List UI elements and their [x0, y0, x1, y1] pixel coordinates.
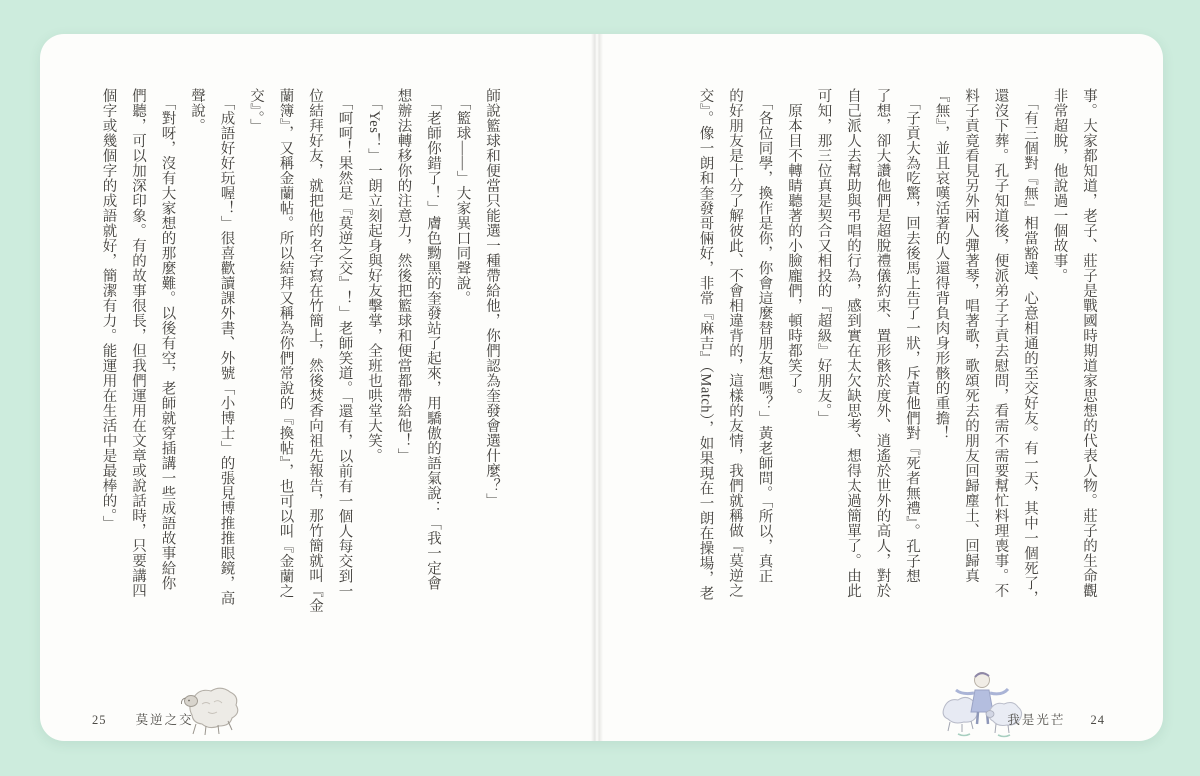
- page-number-left: 25: [92, 713, 107, 727]
- text-column: 「各位同學，換作是你，你會這麼替朋友想嗎？」黃老師問。「所以，真正: [756, 88, 773, 584]
- text-column: 了想，卻大讚他們是超脫禮儀約束、置形骸於度外、逍遙於世外的高人，對於: [874, 88, 891, 598]
- left-page-text: [92, 88, 506, 640]
- text-column: 聲說。: [189, 88, 205, 133]
- right-page-text: [689, 88, 1103, 640]
- text-column: 位結拜好友，就把他的名字寫在竹簡上，然後焚香向祖先報告，那竹簡就叫『金: [307, 88, 323, 613]
- text-column: 「籃球——」大家異口同聲說。: [454, 88, 471, 306]
- text-column: 「老師你錯了！」膚色黝黑的奎發站了起來，用驕傲的語氣說：「我一定會: [425, 88, 441, 591]
- text-column: 事。大家都知道，老子、莊子是戰國時期道家思想的代表人物。莊子的生命觀: [1081, 88, 1097, 598]
- text-column: 「子貢大為吃驚，回去後馬上告了一狀，斥責他們對『死者無禮』。孔子想: [904, 88, 920, 584]
- text-column: 可知，那三位真是契合又相投的『超級』好朋友。」: [815, 88, 832, 426]
- text-column: 「有三個對『無』相當豁達、心意相通的至交好友。有一天，其中一個死了，: [1022, 88, 1038, 606]
- text-column: 自己派人去幫助與弔唱的行為，感到實在太欠缺思考、想得太過簡單了。由此: [845, 88, 861, 598]
- text-column: 『無』，並且哀嘆活著的人還得背負肉身形骸的重擔！: [933, 88, 950, 441]
- text-column: 原本目不轉睛聽著的小臉龐們，頓時都笑了。: [786, 88, 802, 403]
- text-column: 交』。」: [248, 88, 264, 134]
- book-title: 我是光芒: [1007, 713, 1066, 727]
- text-column: 料子貢竟看見另外兩人彈著琴，唱著歌，歌頌死去的朋友回歸塵土、回歸真: [963, 88, 979, 583]
- text-column: 想辦法轉移你的注意力，然後把籃球和便當都帶給他！」: [395, 88, 412, 463]
- text-column: 交』。像一朗和奎發哥倆好，非常『麻吉』（Match），如果現在一朗在操場，老: [697, 88, 714, 601]
- text-column: 「Yes！」一朗立刻起身與好友擊掌，全班也哄堂大笑。: [366, 88, 382, 464]
- book-spread: [40, 34, 1163, 741]
- text-column: 「成語好好玩喔！」很喜歡讀課外書、外號「小博士」的張見博推推眼鏡，高: [218, 88, 235, 606]
- children-sheep-illustration: [938, 664, 1024, 747]
- text-column: 們聽，可以加深印象。有的故事很長，但我們運用在文章或說話時，只要講四: [130, 88, 146, 598]
- text-column: 的好朋友是十分了解彼此、不會相違背的，這樣的友情，我們就稱做『莫逆之: [727, 88, 743, 598]
- text-column: 非常超脫，他說過一個故事。: [1051, 88, 1068, 283]
- text-column: 「呵呵！果然是『莫逆之交』！」老師笑道。「還有，以前有一個人每交到一: [336, 88, 353, 599]
- spine-divider: [591, 34, 603, 741]
- text-column: 還沒下葬。孔子知道後，便派弟子子貢去慰問，看需不需要幫忙料理喪事。不: [992, 88, 1009, 598]
- text-column: 「對呀，沒有大家想的那麼難。以後有空，老師就穿插講一些成語故事給你: [159, 88, 176, 591]
- right-page-footer: [1007, 710, 1105, 728]
- text-column: 蘭簿』，又稱金蘭帖。所以結拜又稱為你們常說的『換帖』，也可以叫『金蘭之: [277, 88, 294, 599]
- page-number-right: 24: [1090, 713, 1105, 727]
- chapter-title: 莫逆之交: [135, 713, 194, 727]
- text-column: 師說籃球和便當只能選一種帶給他，你們認為奎發會選什麼？」: [484, 88, 500, 508]
- sheep-sketch-illustration: [178, 682, 244, 743]
- text-column: 個字或幾個字的成語就好，簡潔有力。能運用在生活中是最棒的。」: [100, 88, 117, 531]
